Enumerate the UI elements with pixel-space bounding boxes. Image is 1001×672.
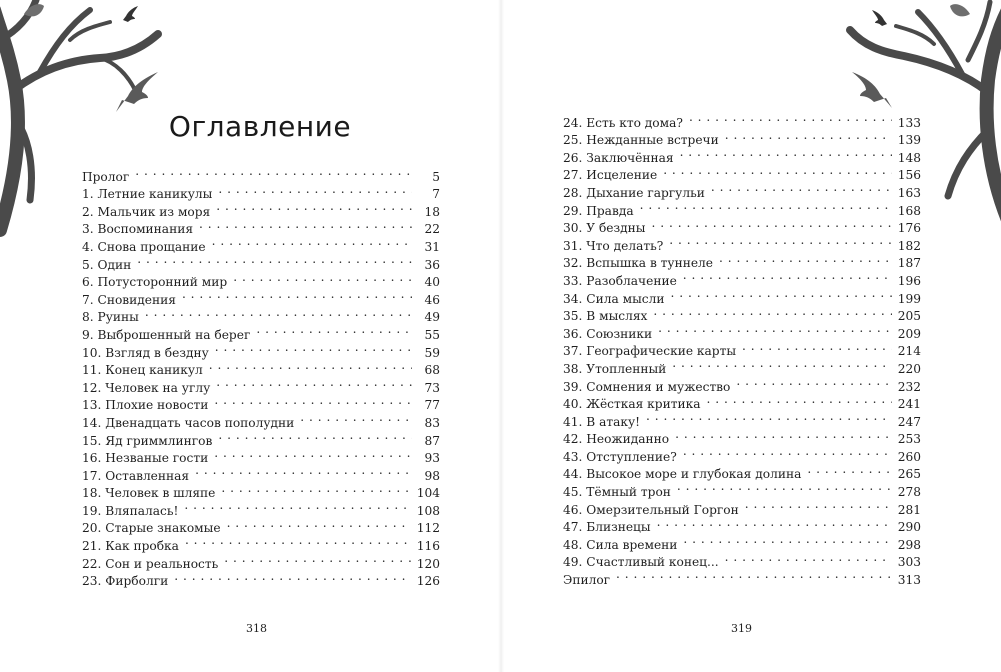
toc-entry-label: 36. Союзники xyxy=(563,326,653,341)
dot-leader xyxy=(212,233,412,251)
toc-entry-label: 17. Оставленная xyxy=(82,468,190,483)
toc-entry-page: 313 xyxy=(897,573,921,588)
toc-entry-page: 104 xyxy=(416,486,440,501)
dot-leader xyxy=(218,427,412,445)
dot-leader xyxy=(689,109,892,127)
dot-leader xyxy=(706,391,891,409)
toc-entry-page: 46 xyxy=(424,292,440,307)
toc-entry-page: 31 xyxy=(424,239,440,254)
toc-entry-label: 9. Выброшенный на берег xyxy=(82,327,251,342)
dot-leader xyxy=(640,197,892,215)
dot-leader xyxy=(221,480,410,498)
toc-entry-page: 253 xyxy=(897,432,921,447)
dot-leader xyxy=(185,532,411,550)
toc-entry-label: 33. Разоблачение xyxy=(563,273,677,288)
dot-leader xyxy=(214,445,412,463)
toc-entry-page: 36 xyxy=(424,257,440,272)
dot-leader xyxy=(227,515,411,533)
toc-entry-page: 298 xyxy=(897,537,921,552)
toc-entry-page: 278 xyxy=(897,485,921,500)
dot-leader xyxy=(807,461,891,479)
toc-entry-page: 133 xyxy=(897,115,921,130)
toc-entry-page: 260 xyxy=(897,449,921,464)
toc-entry-page: 98 xyxy=(424,468,440,483)
dot-leader xyxy=(663,162,892,180)
toc-entry-label: 15. Яд гриммлингов xyxy=(82,433,213,448)
toc-entry[interactable] xyxy=(82,163,440,184)
toc-entry-label: 43. Отступление? xyxy=(563,449,677,464)
dot-leader xyxy=(745,496,892,514)
toc-entry-label: Пролог xyxy=(82,169,130,184)
toc-entry-label: 28. Дыхание гаргульи xyxy=(563,185,705,200)
toc-entry-label: 16. Незваные гости xyxy=(82,451,209,466)
dot-leader xyxy=(672,355,891,373)
toc-entry-label: 8. Руины xyxy=(82,310,139,325)
toc-entry-label: 23. Фирболги xyxy=(82,574,169,589)
dot-leader xyxy=(184,497,410,515)
toc-entry-page: 168 xyxy=(897,203,921,218)
dot-leader xyxy=(224,550,410,568)
toc-entry-page: 83 xyxy=(424,415,440,430)
toc-entry-label: 19. Вляпалась! xyxy=(82,503,179,518)
toc-entry-label: 12. Человек на углу xyxy=(82,380,211,395)
toc-entry-label: 3. Воспоминания xyxy=(82,222,194,237)
dot-leader xyxy=(135,163,412,181)
dot-leader xyxy=(137,251,412,269)
dot-leader xyxy=(677,478,892,496)
dot-leader xyxy=(145,304,412,322)
dot-leader xyxy=(233,269,412,287)
toc-entry-label: 5. Один xyxy=(82,257,132,272)
toc-entry-page: 265 xyxy=(897,467,921,482)
toc-entry-page: 126 xyxy=(416,574,440,589)
toc-entry-page: 209 xyxy=(897,326,921,341)
dot-leader xyxy=(657,514,892,532)
toc-entry-label: 37. Географические карты xyxy=(563,344,737,359)
toc-entry-page: 163 xyxy=(897,185,921,200)
dot-leader xyxy=(646,408,892,426)
toc-entry-page: 5 xyxy=(432,169,440,184)
toc-entry-label: 42. Неожиданно xyxy=(563,432,670,447)
toc-entry-label: 46. Омерзительный Горгон xyxy=(563,502,739,517)
toc-entry-label: 4. Снова прощание xyxy=(82,239,206,254)
dot-leader xyxy=(651,215,891,233)
toc-entry-label: 30. У бездны xyxy=(563,221,646,236)
dot-leader xyxy=(209,357,412,375)
toc-entry-label: 48. Сила времени xyxy=(563,537,678,552)
toc-entry-page: 77 xyxy=(424,398,440,413)
toc-entry-page: 232 xyxy=(897,379,921,394)
toc-entry-page: 205 xyxy=(897,309,921,324)
toc-entry-label: 40. Жёсткая критика xyxy=(563,397,701,412)
dot-leader xyxy=(719,250,892,268)
dot-leader xyxy=(725,549,892,567)
page-gutter xyxy=(498,0,504,672)
dot-leader xyxy=(195,462,412,480)
toc-entry-label: 34. Сила мысли xyxy=(563,291,665,306)
toc-entry-label: 38. Утопленный xyxy=(563,361,667,376)
toc-entry[interactable] xyxy=(82,181,440,202)
toc-entry-label: 31. Что делать? xyxy=(563,238,664,253)
toc-entry-label: Эпилог xyxy=(563,573,611,588)
dot-leader xyxy=(616,566,892,584)
toc-entry-page: 112 xyxy=(416,521,440,536)
toc-entry-label: 35. В мыслях xyxy=(563,309,648,324)
dot-leader xyxy=(680,144,892,162)
toc-entry-label: 29. Правда xyxy=(563,203,634,218)
toc-entry-label: 18. Человек в шляпе xyxy=(82,486,216,501)
toc-entry-page: 176 xyxy=(897,221,921,236)
toc-entry-label: 25. Нежданные встречи xyxy=(563,133,719,148)
page-number: 319 xyxy=(731,622,752,635)
dot-leader xyxy=(182,286,412,304)
toc-entry-label: 21. Как пробка xyxy=(82,539,179,554)
dot-leader xyxy=(658,320,892,338)
dot-leader xyxy=(675,426,892,444)
toc-entry-page: 55 xyxy=(424,327,440,342)
toc-entry-page: 247 xyxy=(897,414,921,429)
toc-entry-page: 196 xyxy=(897,273,921,288)
dot-leader xyxy=(199,216,412,234)
toc-entry-label: 26. Заключённая xyxy=(563,150,674,165)
toc-entry-page: 187 xyxy=(897,256,921,271)
dot-leader xyxy=(216,198,412,216)
swallow-bird-icon xyxy=(870,8,892,30)
dot-leader xyxy=(736,373,891,391)
toc-entry-label: 24. Есть кто дома? xyxy=(563,115,683,130)
toc-entry-page: 49 xyxy=(424,310,440,325)
toc-entry-label: 2. Мальчик из моря xyxy=(82,204,211,219)
toc-entry-page: 93 xyxy=(424,451,440,466)
toc-entry-page: 73 xyxy=(424,380,440,395)
toc-entry[interactable] xyxy=(563,109,921,130)
toc-entry-label: 44. Высокое море и глубокая долина xyxy=(563,467,802,482)
toc-entry-page: 120 xyxy=(416,556,440,571)
toc-entry-page: 281 xyxy=(897,502,921,517)
toc-entry-label: 20. Старые знакомые xyxy=(82,521,221,536)
toc-entry-page: 18 xyxy=(424,204,440,219)
toc-entry-label: 47. Близнецы xyxy=(563,520,651,535)
swallow-bird-icon xyxy=(112,70,162,114)
toc-entry-page: 220 xyxy=(897,361,921,376)
page-title: Оглавление xyxy=(168,110,352,143)
dot-leader xyxy=(214,392,412,410)
toc-entry-label: 39. Сомнения и мужество xyxy=(563,379,731,394)
toc-entry-label: 11. Конец каникул xyxy=(82,363,203,378)
toc-entry-page: 290 xyxy=(897,520,921,535)
dot-leader xyxy=(742,338,892,356)
dot-leader xyxy=(683,267,892,285)
toc-entry-page: 22 xyxy=(424,222,440,237)
toc-entry-label: 49. Счастливый конец... xyxy=(563,555,719,570)
toc-entry[interactable] xyxy=(563,566,921,588)
table-of-contents-left xyxy=(82,163,440,589)
toc-entry-label: 13. Плохие новости xyxy=(82,398,209,413)
toc-entry-label: 27. Исцеление xyxy=(563,168,658,183)
toc-entry-label: 14. Двенадцать часов пополудни xyxy=(82,415,295,430)
toc-entry-page: 156 xyxy=(897,168,921,183)
toc-entry-page: 87 xyxy=(424,433,440,448)
dot-leader xyxy=(653,303,891,321)
dot-leader xyxy=(669,232,891,250)
swallow-bird-icon xyxy=(118,4,140,26)
dot-leader xyxy=(256,321,412,339)
toc-entry-page: 7 xyxy=(432,187,440,202)
dot-leader xyxy=(725,127,892,145)
dot-leader xyxy=(174,568,411,586)
swallow-bird-icon xyxy=(850,70,896,110)
dot-leader xyxy=(683,443,892,461)
toc-entry-label: 6. Потусторонний мир xyxy=(82,275,228,290)
toc-entry-label: 1. Летние каникулы xyxy=(82,187,213,202)
toc-entry-page: 68 xyxy=(424,363,440,378)
dot-leader xyxy=(711,179,892,197)
dot-leader xyxy=(218,181,412,199)
dot-leader xyxy=(216,374,412,392)
toc-entry-label: 45. Тёмный трон xyxy=(563,485,671,500)
page-number: 318 xyxy=(246,622,267,635)
toc-entry-page: 116 xyxy=(416,539,440,554)
toc-entry-page: 59 xyxy=(424,345,440,360)
dot-leader xyxy=(300,409,412,427)
toc-entry-page: 182 xyxy=(897,238,921,253)
toc-entry-label: 22. Сон и реальность xyxy=(82,556,219,571)
toc-entry-page: 40 xyxy=(424,275,440,290)
toc-entry-label: 41. В атаку! xyxy=(563,414,641,429)
toc-entry-label: 10. Взгляд в бездну xyxy=(82,345,209,360)
dot-leader xyxy=(670,285,891,303)
toc-entry-page: 199 xyxy=(897,291,921,306)
dot-leader xyxy=(215,339,412,357)
toc-entry-page: 241 xyxy=(897,397,921,412)
dot-leader xyxy=(683,531,891,549)
toc-entry-page: 214 xyxy=(897,344,921,359)
toc-entry-label: 7. Сновидения xyxy=(82,292,176,307)
toc-entry-page: 303 xyxy=(897,555,921,570)
table-of-contents-right xyxy=(563,109,921,588)
toc-entry-page: 139 xyxy=(897,133,921,148)
toc-entry-page: 148 xyxy=(897,150,921,165)
toc-entry-page: 108 xyxy=(416,503,440,518)
toc-entry-label: 32. Вспышка в туннеле xyxy=(563,256,714,271)
